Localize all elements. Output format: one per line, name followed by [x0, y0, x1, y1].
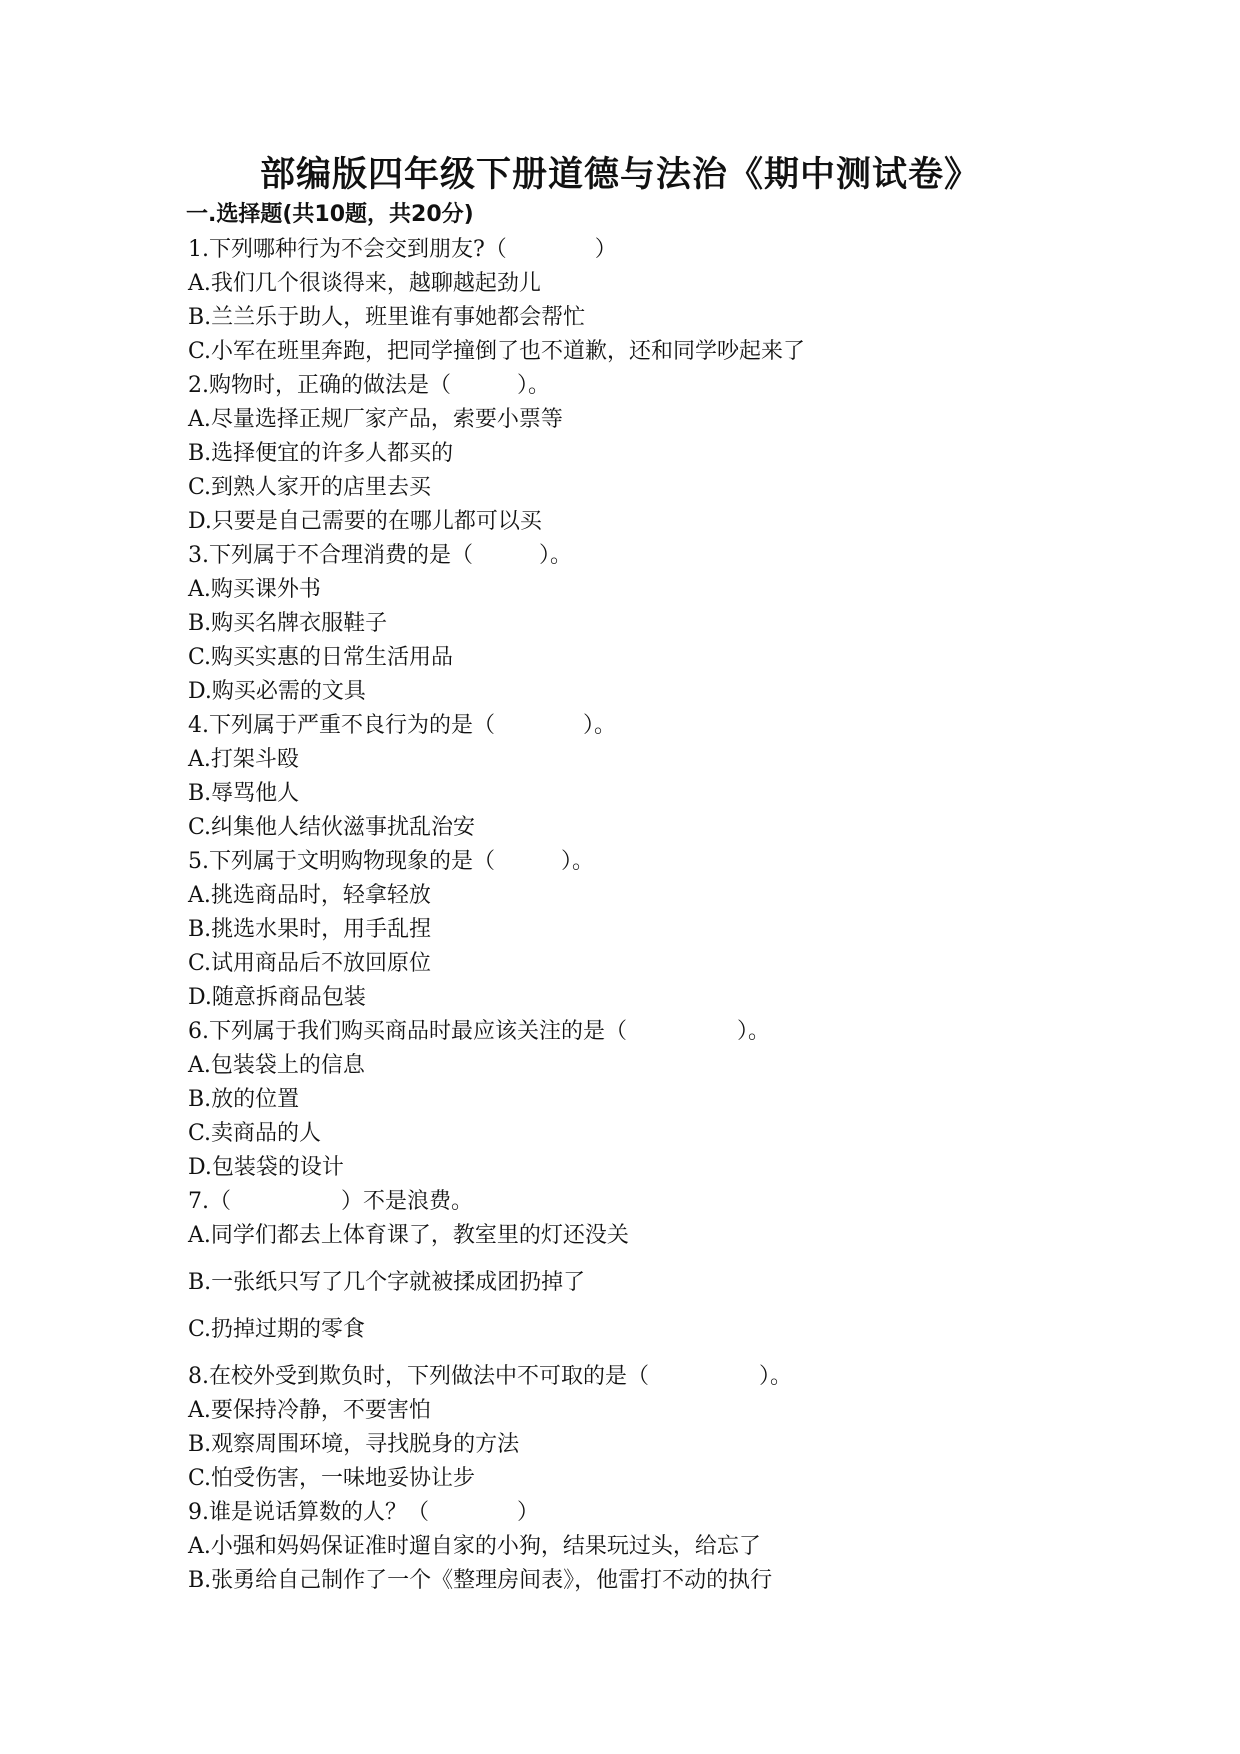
question-option: B.辱骂他人	[188, 781, 300, 806]
question-stem: 5.下列属于文明购物现象的是（ ）。	[188, 849, 594, 874]
question-option: B.选择便宜的许多人都买的	[188, 441, 454, 466]
question-option: B.张勇给自己制作了一个《整理房间表》，他雷打不动的执行	[188, 1568, 773, 1593]
section-heading: 一.选择题(共10题，共20分)	[186, 202, 474, 227]
question-option: C.卖商品的人	[188, 1121, 322, 1146]
question-option: C.试用商品后不放回原位	[188, 951, 432, 976]
question-option: C.小军在班里奔跑，把同学撞倒了也不道歉，还和同学吵起来了	[188, 339, 806, 364]
question-stem: 4.下列属于严重不良行为的是（ ）。	[188, 713, 616, 738]
question-option: B.观察周围环境，寻找脱身的方法	[188, 1432, 520, 1457]
question-stem: 7.（ ）不是浪费。	[188, 1189, 473, 1214]
question-option: A.购买课外书	[188, 577, 321, 602]
question-option: A.要保持冷静，不要害怕	[188, 1398, 431, 1423]
question-stem: 8.在校外受到欺负时，下列做法中不可取的是（ ）。	[188, 1364, 792, 1389]
question-stem: 2.购物时，正确的做法是（ ）。	[188, 373, 550, 398]
question-option: A.同学们都去上体育课了，教室里的灯还没关	[188, 1223, 629, 1248]
question-option: B.购买名牌衣服鞋子	[188, 611, 388, 636]
question-option: D.只要是自己需要的在哪儿都可以买	[188, 509, 542, 534]
question-option: A.我们几个很谈得来，越聊越起劲儿	[188, 271, 541, 296]
question-stem: 9.谁是说话算数的人？（ ）	[188, 1500, 539, 1525]
question-stem: 1.下列哪种行为不会交到朋友?（ ）	[188, 237, 617, 262]
question-option: C.纠集他人结伙滋事扰乱治安	[188, 815, 476, 840]
question-list	[188, 233, 1188, 1598]
question-option: A.打架斗殴	[188, 747, 299, 772]
question-option: C.到熟人家开的店里去买	[188, 475, 432, 500]
question-option: D.包装袋的设计	[188, 1155, 344, 1180]
question-option: B.兰兰乐于助人，班里谁有事她都会帮忙	[188, 305, 586, 330]
question-option: A.尽量选择正规厂家产品，索要小票等	[188, 407, 563, 432]
question-option: B.挑选水果时，用手乱捏	[188, 917, 432, 942]
question-option: D.随意拆商品包装	[188, 985, 366, 1010]
question-stem: 3.下列属于不合理消费的是（ ）。	[188, 543, 572, 568]
question-option: C.购买实惠的日常生活用品	[188, 645, 454, 670]
question-option: D.购买必需的文具	[188, 679, 366, 704]
question-option: C.怕受伤害，一味地妥协让步	[188, 1466, 476, 1491]
page-title: 部编版四年级下册道德与法治《期中测试卷》	[259, 155, 980, 195]
question-option: A.挑选商品时，轻拿轻放	[188, 883, 431, 908]
question-option: C.扔掉过期的零食	[188, 1317, 366, 1342]
question-stem: 6.下列属于我们购买商品时最应该关注的是（ ）。	[188, 1019, 770, 1044]
question-option: A.包装袋上的信息	[188, 1053, 365, 1078]
question-option: B.放的位置	[188, 1087, 300, 1112]
question-option: B.一张纸只写了几个字就被揉成团扔掉了	[188, 1270, 586, 1295]
question-option: A.小强和妈妈保证准时遛自家的小狗，结果玩过头，给忘了	[188, 1534, 761, 1559]
